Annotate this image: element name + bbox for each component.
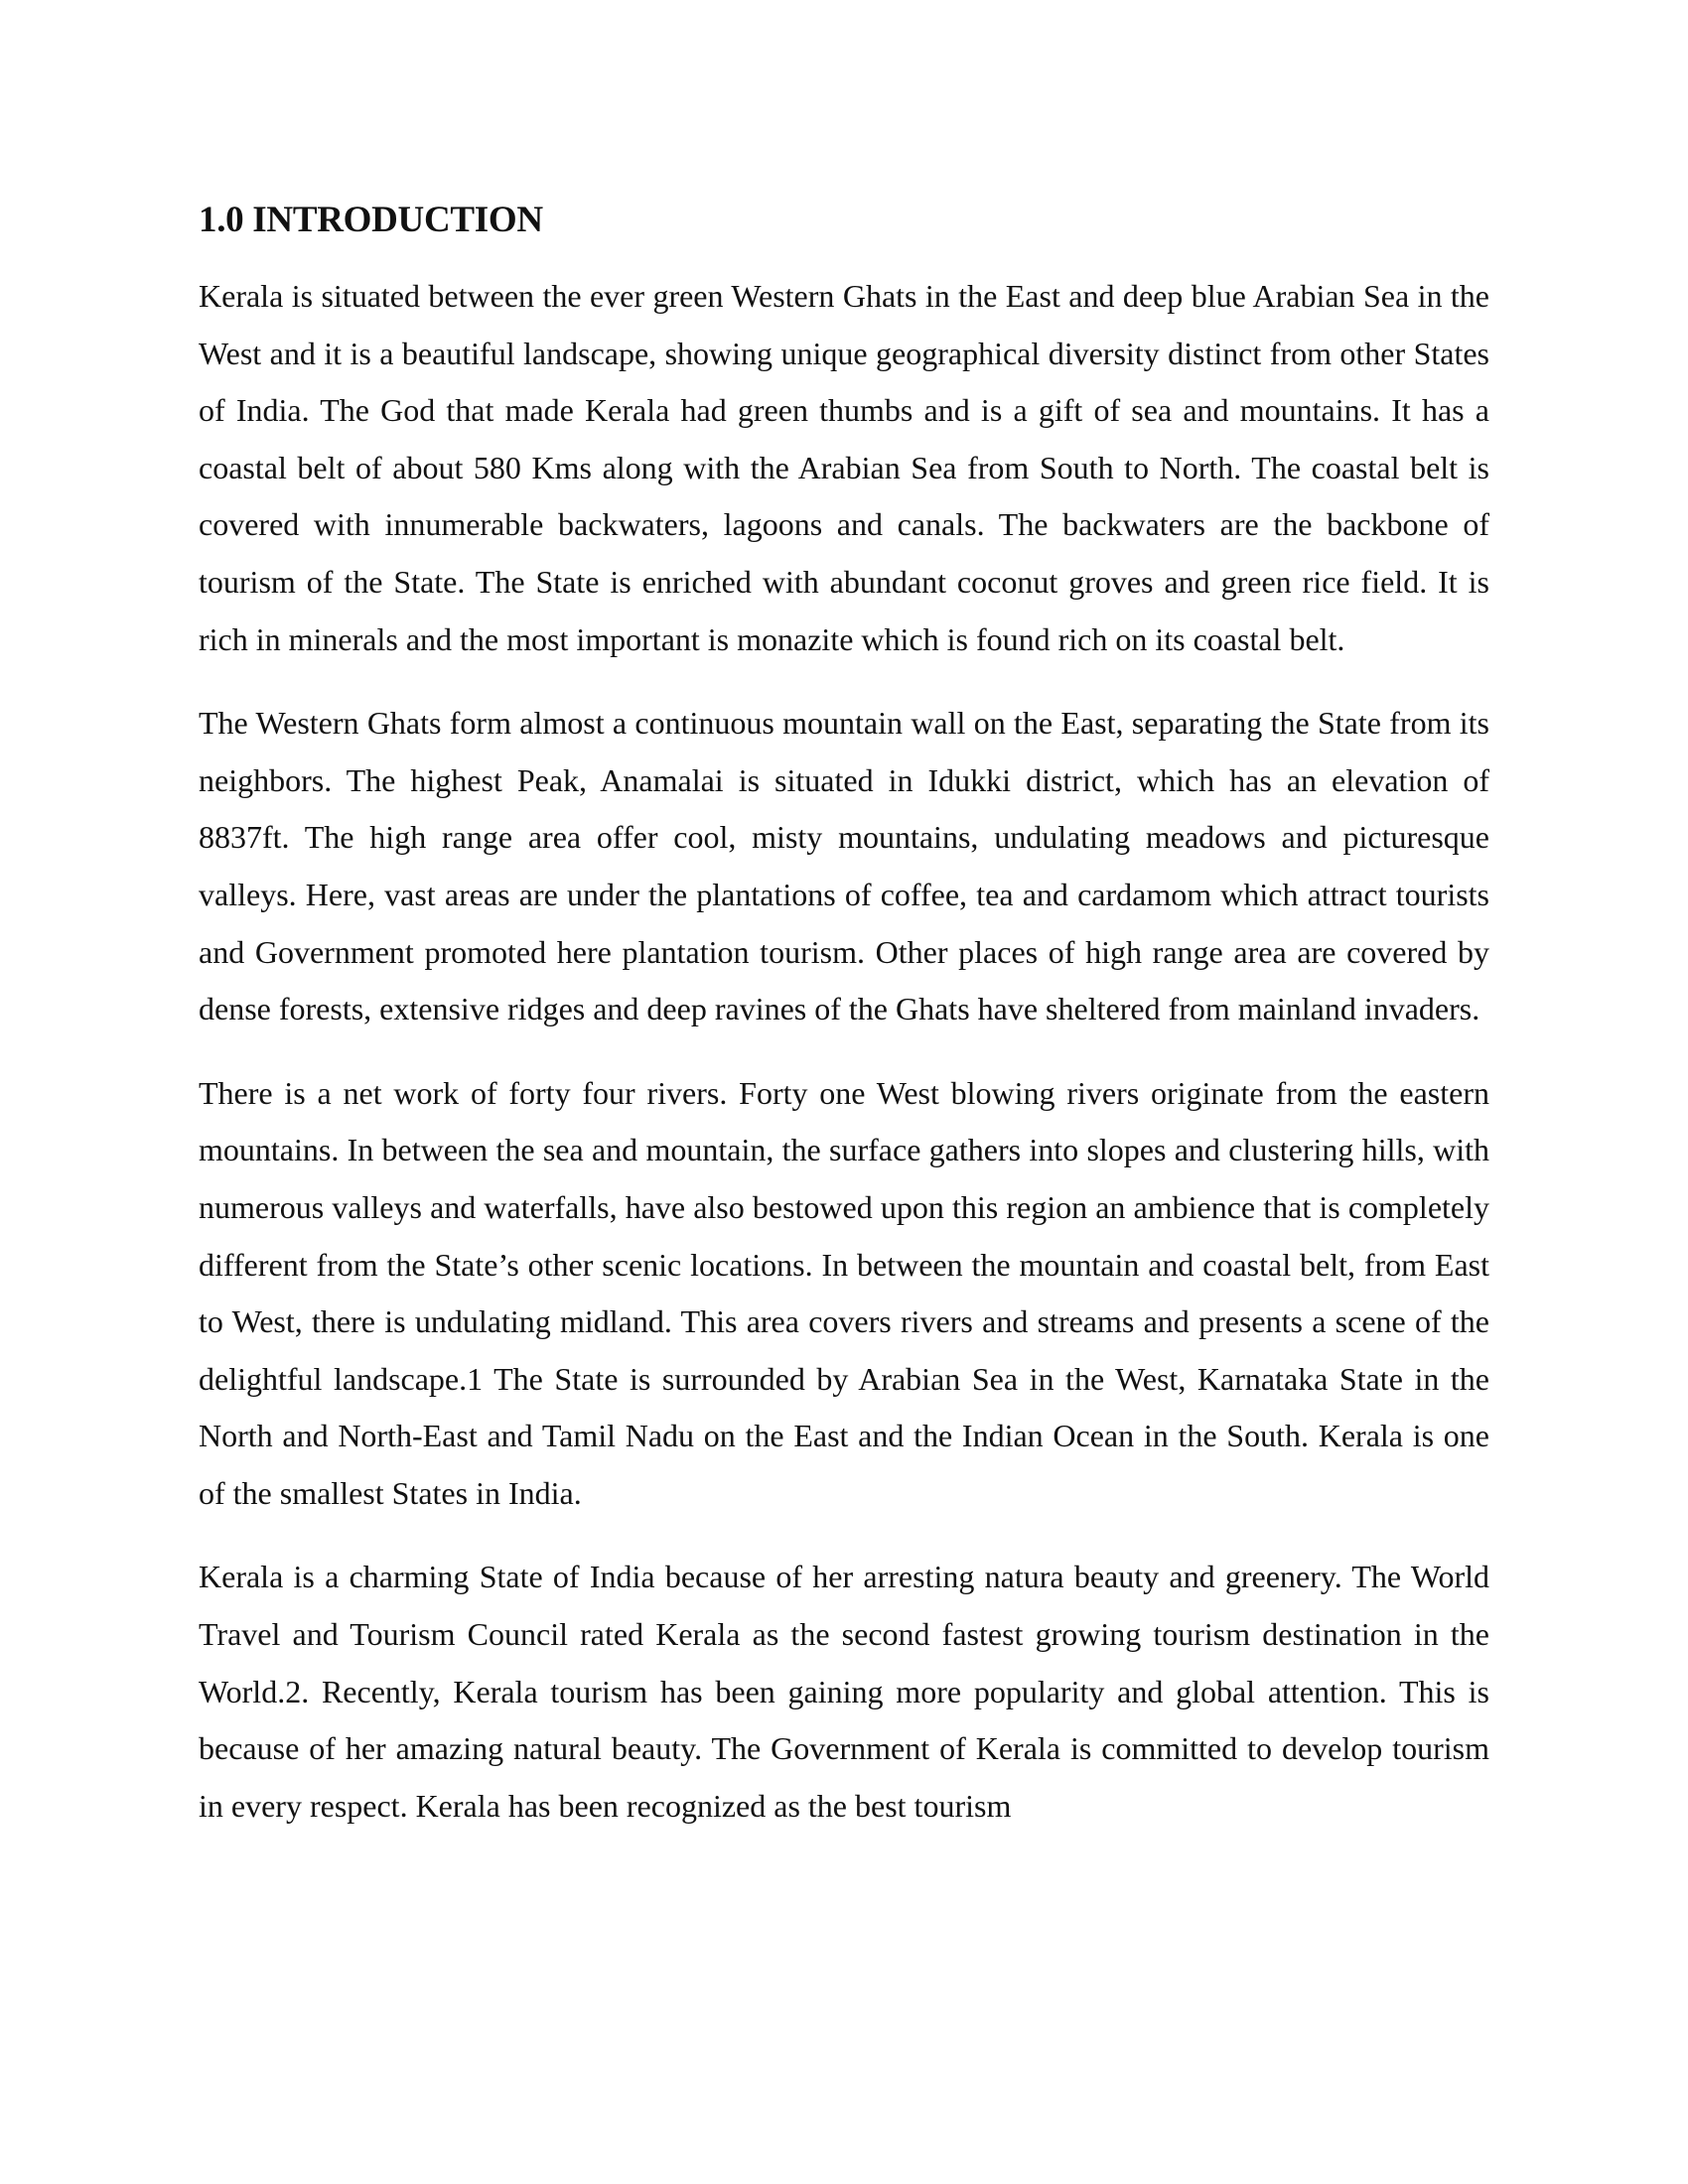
document-page xyxy=(199,195,1489,1861)
paragraph-geography: Kerala is situated between the ever green Western Ghats in the East and deep blue Arabian Sea in the West and it is a beautiful landscape, showing unique geographical diversity distinct from other States of India. The God that made Kerala had green thumbs and is a gift of sea and mountains. It has a coastal belt of about 580 Kms along with the Arabian Sea from South to North. The coastal belt is covered with innumerable backwaters, lagoons and canals. The backwaters are the backbone of tourism of the State. The State is enriched with abundant coconut groves and green rice field. It is rich in minerals and the most important is monazite which is found rich on its coastal belt. xyxy=(199,278,1489,657)
paragraph-rivers: There is a net work of forty four rivers. Forty one West blowing rivers originate from the eastern mountains. In between the sea and mountain, the surface gathers into slopes and clustering hills, with numerous valleys and waterfalls, have also bestowed upon this region an ambience that is completely different from the State’s other scenic locations. In between the mountain and coastal belt, from East to West, there is undulating midland. This area covers rivers and streams and presents a scene of the delightful landscape.1 The State is surrounded by Arabian Sea in the West, Karnataka State in the North and North-East and Tamil Nadu on the East and the Indian Ocean in the South. Kerala is one of the smallest States in India. xyxy=(199,1074,1489,1511)
paragraph-western-ghats: The Western Ghats form almost a continuous mountain wall on the East, separating the State from its neighbors. The highest Peak, Anamalai is situated in Idukki district, which has an elevation of 8837ft. The high range area offer cool, misty mountains, undulating meadows and picturesque valleys. Here, vast areas are under the plantations of coffee, tea and cardamom which attract tourists and Government promoted here plantation tourism. Other places of high range area are covered by dense forests, extensive ridges and deep ravines of the Ghats have sheltered from mainland invaders. xyxy=(199,705,1489,1027)
paragraph-tourism: Kerala is a charming State of India because of her arresting natura beauty and greenery. The World Travel and Tourism Council rated Kerala as the second fastest growing tourism destination in the World.2. Recently, Kerala tourism has been gaining more popularity and global attention. This is because of her amazing natural beauty. The Government of Kerala is committed to develop tourism in every respect. Kerala has been recognized as the best tourism xyxy=(199,1559,1489,1824)
section-heading: 1.0 INTRODUCTION xyxy=(199,200,543,240)
